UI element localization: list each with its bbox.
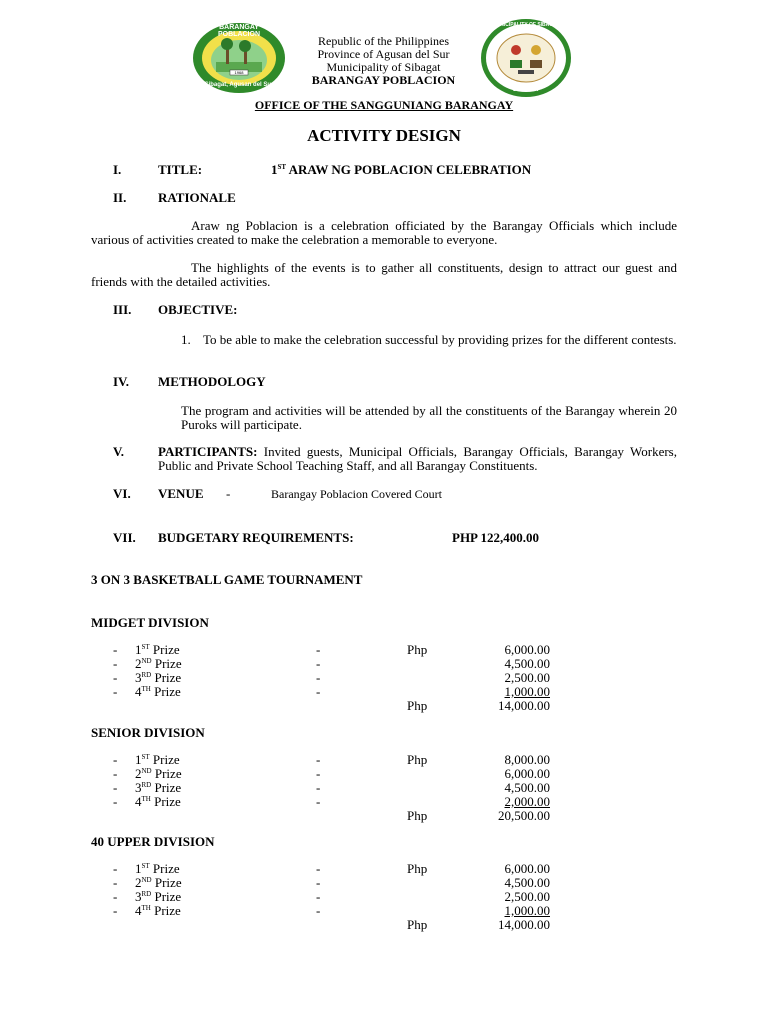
prize-bullet: - <box>113 861 118 876</box>
prize-currency: Php <box>407 861 428 876</box>
prize-bullet: - <box>113 794 118 809</box>
section-2-label: RATIONALE <box>158 190 236 205</box>
barangay-seal <box>192 22 286 94</box>
prize-dash: - <box>316 875 321 890</box>
prize-bullet: - <box>113 642 118 657</box>
division-total: 14,000.00 <box>498 917 550 932</box>
division-total: 14,000.00 <box>498 698 550 713</box>
total-currency: Php <box>407 808 428 823</box>
prize-amount: 4,500.00 <box>504 656 550 671</box>
prize-currency: Php <box>407 752 428 767</box>
prize-bullet: - <box>113 752 118 767</box>
office-title: OFFICE OF THE SANGGUNIANG BARANGAY <box>254 98 514 112</box>
budget-value: PHP 122,400.00 <box>452 530 540 545</box>
header-barangay: BARANGAY POBLACION <box>311 73 456 87</box>
prize-dash: - <box>316 780 321 795</box>
prize-label: 3RD Prize <box>135 889 182 904</box>
prize-dash: - <box>316 889 321 904</box>
prize-amount: 4,500.00 <box>504 875 550 890</box>
prize-amount: 2,000.00 <box>504 794 550 809</box>
prize-amount: 8,000.00 <box>504 752 550 767</box>
prize-label: 1ST Prize <box>135 752 180 767</box>
prize-label: 1ST Prize <box>135 861 180 876</box>
prize-dash: - <box>316 766 321 781</box>
prize-amount: 1,000.00 <box>504 684 550 699</box>
municipality-seal-icon <box>480 18 572 98</box>
document-title: ACTIVITY DESIGN <box>307 126 461 145</box>
prize-amount: 6,000.00 <box>504 642 550 657</box>
barangay-seal-top-text: BARANGAY POBLACION <box>218 24 260 38</box>
prize-amount: 1,000.00 <box>504 903 550 918</box>
prize-amount: 2,500.00 <box>504 889 550 904</box>
prize-dash: - <box>316 684 321 699</box>
section-3-number: III. <box>113 302 132 317</box>
prize-bullet: - <box>113 889 118 904</box>
section-1-value: 1ST ARAW NG POBLACION CELEBRATION <box>271 162 532 177</box>
prize-bullet: - <box>113 875 118 890</box>
division-name: SENIOR DIVISION <box>91 725 205 740</box>
section-7-number: VII. <box>113 530 136 545</box>
prize-amount: 6,000.00 <box>504 861 550 876</box>
header-republic: Republic of the Philippines <box>318 34 449 48</box>
division-name: 40 UPPER DIVISION <box>91 834 215 849</box>
section-4-label: METHODOLOGY <box>158 374 266 389</box>
municipality-seal-bottom-text: SIBAGAT <box>512 87 540 93</box>
section-2-number: II. <box>113 190 127 205</box>
prize-bullet: - <box>113 903 118 918</box>
prize-label: 3RD Prize <box>135 670 182 685</box>
objective-item-text: To be able to make the celebration successful by providing prizes for the different contests. <box>203 332 677 347</box>
prize-bullet: - <box>113 656 118 671</box>
barangay-seal-year: 1968 <box>234 70 244 75</box>
rationale-paragraph-1: Araw ng Poblacion is a celebration officiated by the Barangay Officials which include various of activities created to make the celebration a memorable to everyone. <box>91 218 677 247</box>
prize-label: 1ST Prize <box>135 642 180 657</box>
barangay-seal-bottom-text: Sibagat, Agusan del Sur <box>204 82 274 88</box>
rationale-paragraph-2: The highlights of the events is to gather all constituents, design to attract our guest and friends with the detailed activities. <box>91 260 677 289</box>
prize-amount: 6,000.00 <box>504 766 550 781</box>
participants-text: PARTICIPANTS: Invited guests, Municipal Officials, Barangay Officials, Barangay Workers, Public and Private School Teaching Staff, and all Barangay Constituents. <box>158 444 677 473</box>
prize-label: 2ND Prize <box>135 766 182 781</box>
prize-dash: - <box>316 642 321 657</box>
section-3-label: OBJECTIVE: <box>158 302 238 317</box>
section-1-label: TITLE: <box>158 162 203 177</box>
section-5-number: V. <box>113 444 124 459</box>
venue-value: Barangay Poblacion Covered Court <box>271 487 442 501</box>
prize-label: 3RD Prize <box>135 780 182 795</box>
section-6-label: VENUE <box>158 486 204 501</box>
venue-dash: - <box>226 486 231 501</box>
prize-label: 4TH Prize <box>135 684 181 699</box>
prize-bullet: - <box>113 670 118 685</box>
prize-dash: - <box>316 903 321 918</box>
header-province: Province of Agusan del Sur <box>317 47 450 61</box>
municipality-seal <box>480 18 572 98</box>
section-4-number: IV. <box>113 374 130 389</box>
tournament-title: 3 ON 3 BASKETBALL GAME TOURNAMENT <box>91 572 363 587</box>
section-1-number: I. <box>113 162 122 177</box>
prize-label: 2ND Prize <box>135 656 182 671</box>
section-6-number: VI. <box>113 486 131 501</box>
prize-dash: - <box>316 656 321 671</box>
prize-label: 2ND Prize <box>135 875 182 890</box>
prize-currency: Php <box>407 642 428 657</box>
prize-label: 4TH Prize <box>135 903 181 918</box>
section-7-label: BUDGETARY REQUIREMENTS: <box>158 530 354 545</box>
prize-amount: 2,500.00 <box>504 670 550 685</box>
prize-dash: - <box>316 794 321 809</box>
objective-item-number: 1. <box>181 332 191 347</box>
methodology-text: The program and activities will be attended by all the constituents of the Barangay wherein 20 Puroks will participate. <box>181 403 677 432</box>
section-5-label: PARTICIPANTS: <box>158 444 258 459</box>
prize-bullet: - <box>113 684 118 699</box>
prize-dash: - <box>316 752 321 767</box>
prize-bullet: - <box>113 780 118 795</box>
division-total: 20,500.00 <box>498 808 550 823</box>
total-currency: Php <box>407 917 428 932</box>
division-name: MIDGET DIVISION <box>91 615 209 630</box>
total-currency: Php <box>407 698 428 713</box>
prize-label: 4TH Prize <box>135 794 181 809</box>
header-municipality: Municipality of Sibagat <box>326 60 441 74</box>
prize-dash: - <box>316 670 321 685</box>
prize-dash: - <box>316 861 321 876</box>
prize-bullet: - <box>113 766 118 781</box>
municipality-seal-top-text: MUNICIPALITY OF SIBAGAT <box>492 22 560 28</box>
prize-amount: 4,500.00 <box>504 780 550 795</box>
